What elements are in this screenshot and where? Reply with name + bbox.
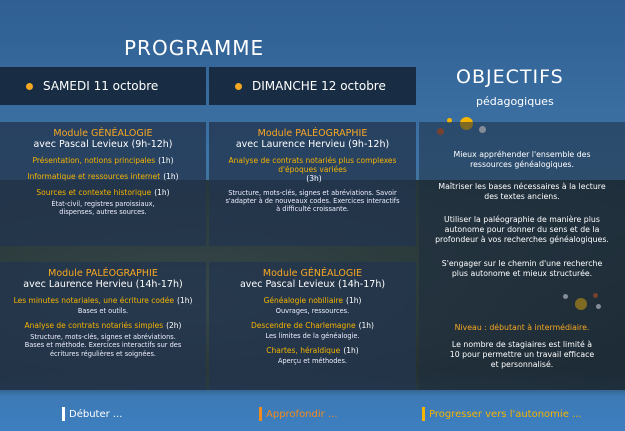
- list-item: Analyse de contrats notariés plus complexes d'époques variées (3h): [228, 156, 397, 183]
- module-detail: Ouvrages, ressources.: [275, 307, 350, 315]
- footer-bar: [0, 399, 625, 431]
- module-title: Module PALÉOGRAPHIE: [257, 128, 368, 139]
- module-detail: Aperçu et méthodes.: [277, 357, 347, 366]
- module-title: Module GÉNÉALOGIE: [262, 268, 363, 279]
- day-label: DIMANCHE 12 octobre: [252, 79, 386, 93]
- module-detail: Structure, mots-clés, signes et abréviations. Savoir s'adapter à de nouveaux codes. Exercices interactifs à difficulté croissante.: [225, 189, 400, 214]
- bar-icon: [259, 407, 262, 421]
- module-detail: Bases et outils.: [77, 307, 129, 315]
- module-trainer: avec Laurence Hervieu (9h-12h): [235, 139, 390, 150]
- bar-icon: [422, 407, 425, 421]
- module-detail: État-civil, registres paroissiaux, dispenses, autres sources.: [51, 200, 155, 217]
- page-title: PROGRAMME: [124, 36, 265, 60]
- footer-item: Débuter ...: [62, 407, 122, 421]
- footer-item: Approfondir ...: [259, 407, 337, 421]
- list-item: Descendre de Charlemagne (1h): [250, 321, 374, 331]
- list-item: Généalogie nobiliaire (1h): [263, 296, 362, 305]
- module-trainer: avec Pascal Levieux (9h-12h): [33, 139, 173, 150]
- day-header-saturday: [0, 67, 206, 105]
- module-card-saturday-afternoon: [0, 262, 206, 390]
- module-trainer: avec Laurence Hervieu (14h-17h): [23, 279, 183, 290]
- module-title: Module GÉNÉALOGIE: [53, 128, 153, 139]
- module-card-sunday-afternoon: [209, 262, 416, 390]
- day-header-sunday: [209, 67, 416, 105]
- module-detail: Les limites de la généalogie.: [265, 332, 360, 341]
- objective-item: Mieux appréhender l'ensemble des ressources généalogiques.: [453, 150, 591, 170]
- list-item: Analyse de contrats notariés simples (2h): [24, 321, 182, 331]
- list-item: Présentation, notions principales (1h): [32, 156, 174, 165]
- objective-item: S'engager sur le chemin d'une recherche plus autonome et mieux structurée.: [441, 258, 603, 278]
- objectives-title: OBJECTIFS: [456, 66, 564, 88]
- module-card-saturday-morning: [0, 122, 206, 246]
- objectives-panel: [419, 122, 625, 390]
- bullet-icon: [235, 83, 242, 90]
- list-item: Chartes, héraldique (1h): [266, 346, 359, 356]
- module-detail: Structure, mots-clés, signes et abréviations. Bases et méthode. Exercices interactifs sur des écritures régulières et soignées.: [24, 333, 182, 358]
- footer-item: Progresser vers l'autonomie ...: [422, 407, 582, 421]
- objective-item: Utiliser la paléographie de manière plus autonome pour donner du sens et de la profondeur à vos recherches généalogiques.: [435, 214, 609, 244]
- bar-icon: [62, 407, 65, 421]
- day-label: SAMEDI 11 octobre: [43, 79, 159, 93]
- module-card-sunday-morning: [209, 122, 416, 246]
- list-item: Informatique et ressources internet (1h): [27, 172, 179, 181]
- module-trainer: avec Pascal Levieux (14h-17h): [239, 279, 386, 290]
- bullet-icon: [26, 83, 33, 90]
- objectives-subtitle: pédagogiques: [476, 95, 554, 108]
- participants-note: Le nombre de stagiaires est limité à 10 pour permettre un travail efficace et personnalisé.: [449, 340, 595, 370]
- objective-item: Maîtriser les bases nécessaires à la lecture des textes anciens.: [438, 182, 606, 202]
- list-item: Sources et contexte historique (1h): [36, 188, 170, 197]
- module-title: Module PALÉOGRAPHIE: [48, 268, 158, 279]
- list-item: Les minutes notariales, une écriture codée (1h): [13, 296, 193, 305]
- level-label: Niveau : débutant à intermédiaire.: [454, 323, 590, 333]
